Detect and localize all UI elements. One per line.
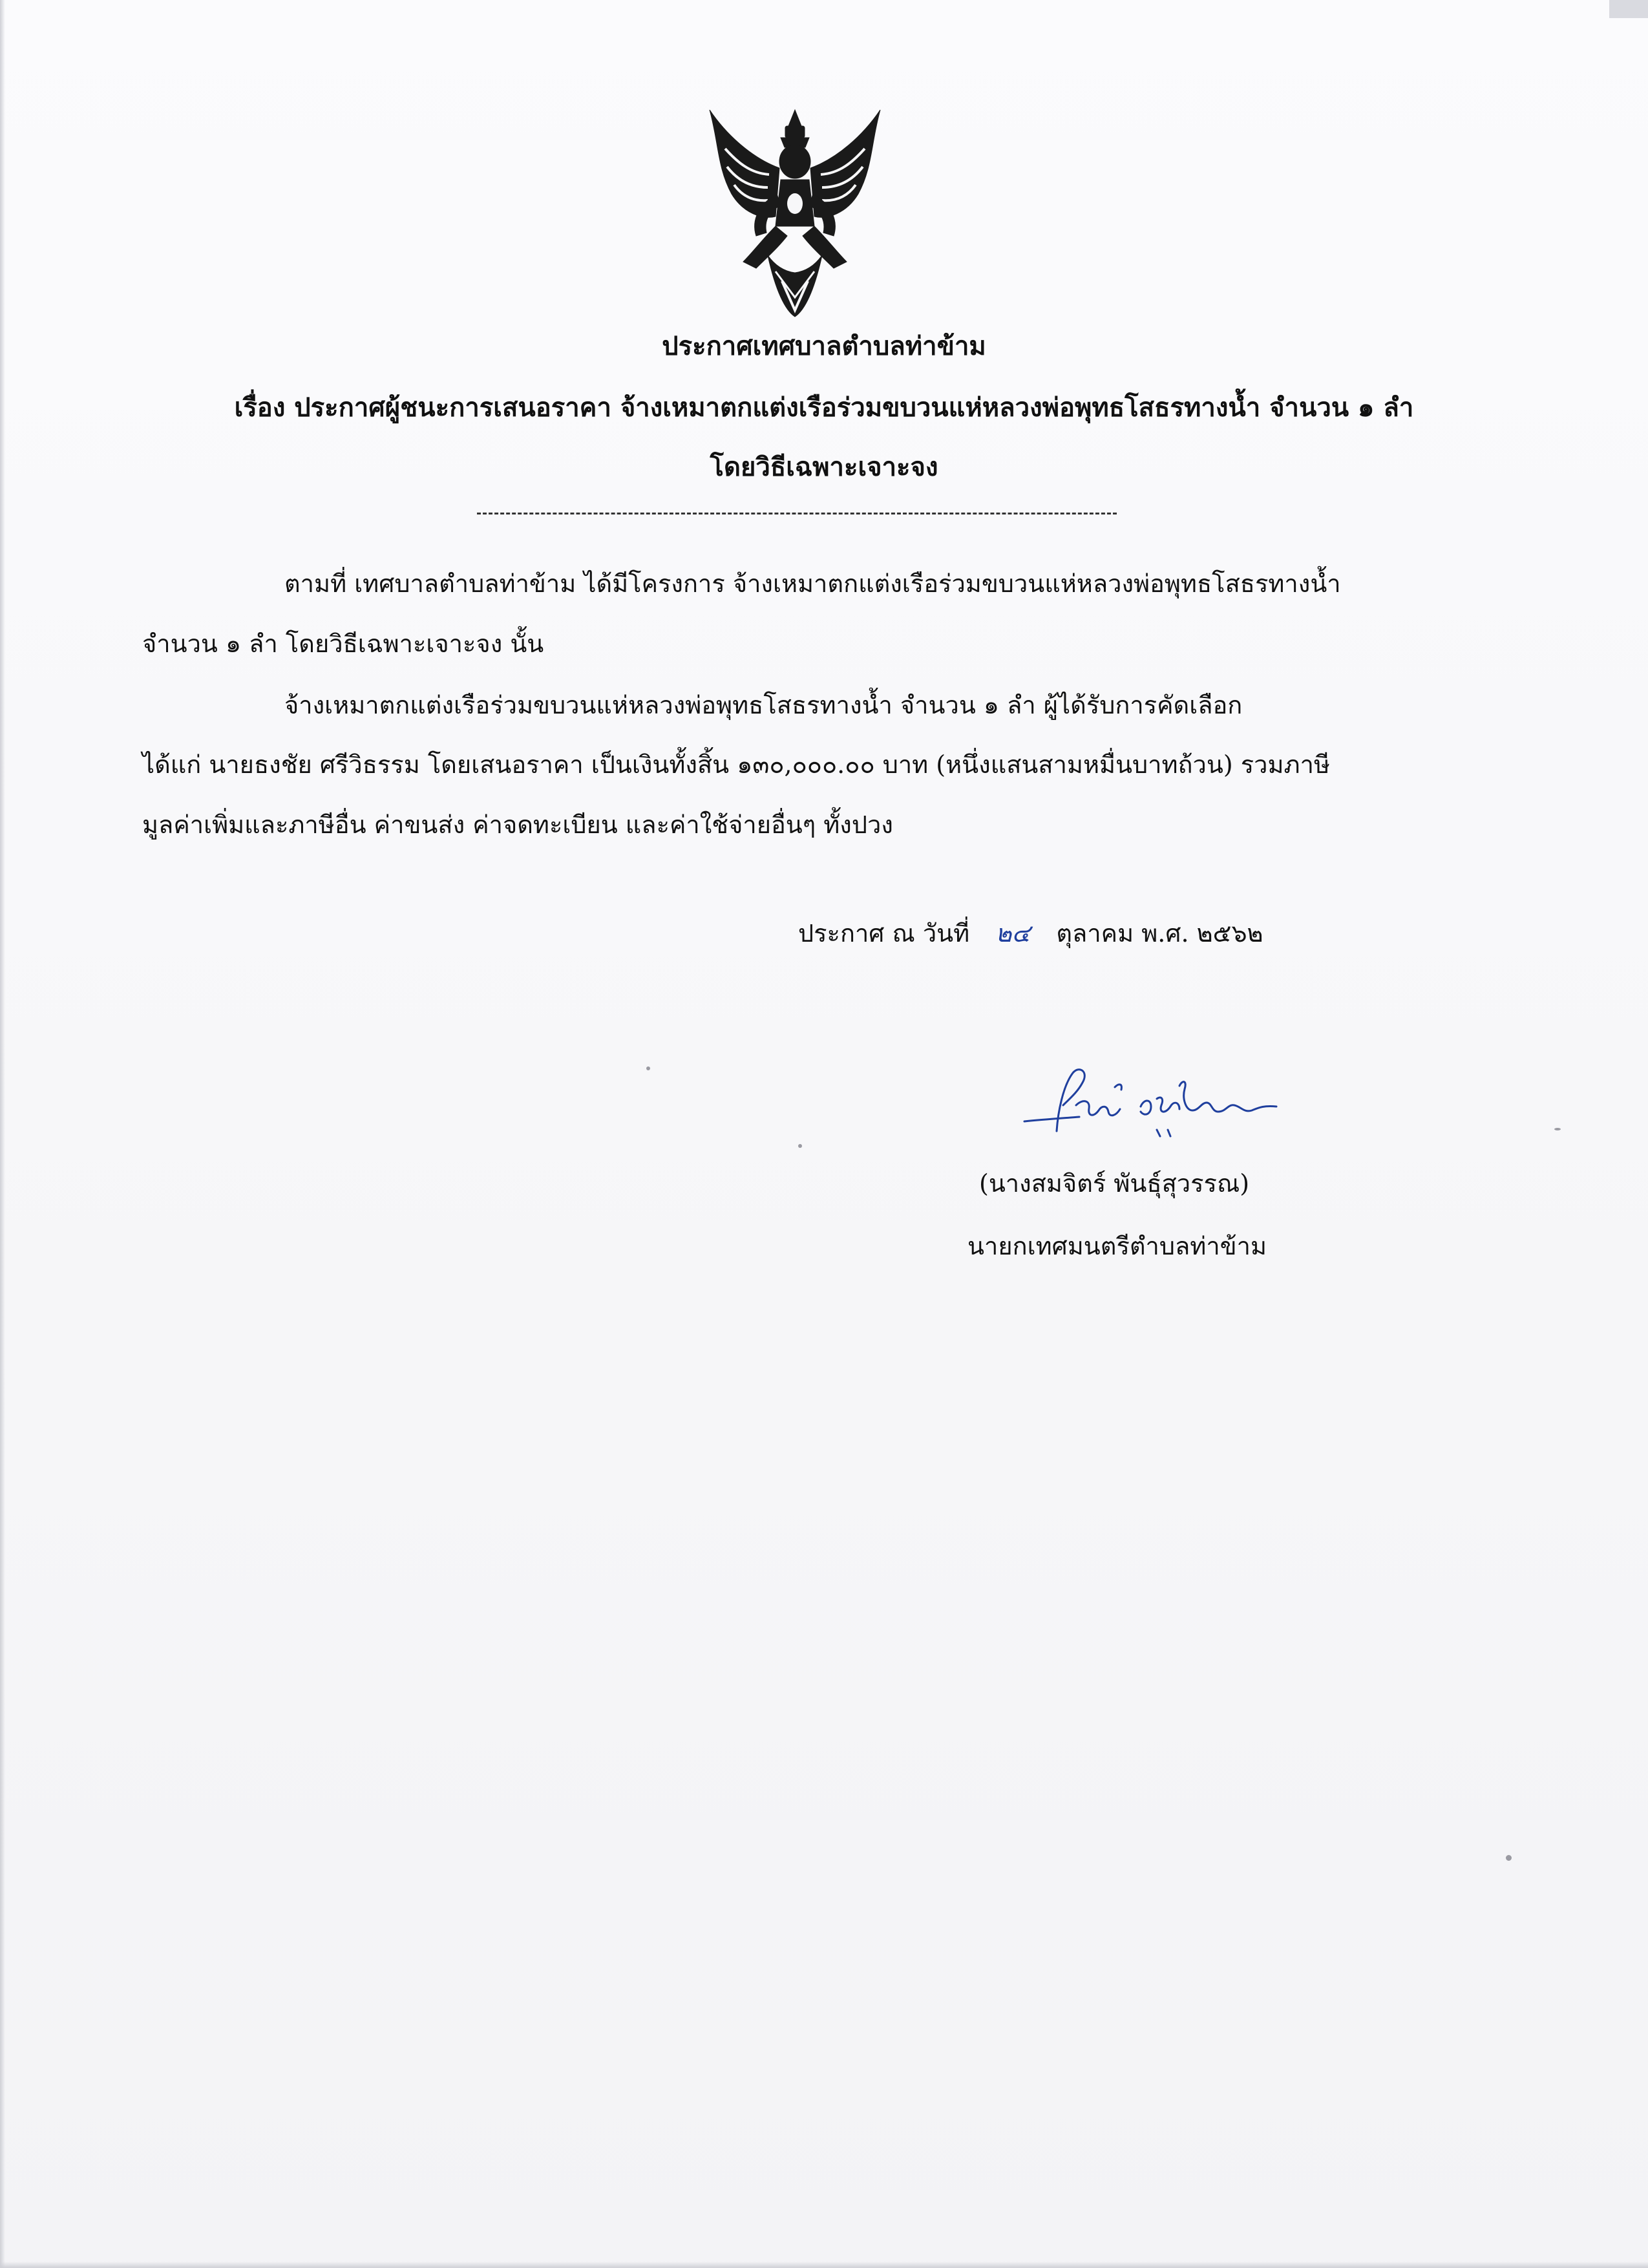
garuda-emblem-icon [692, 97, 898, 323]
dashed-divider [477, 513, 1117, 514]
scan-speck [798, 1144, 802, 1148]
announcement-month-year: ตุลาคม พ.ศ. ๒๕๖๒ [1056, 919, 1263, 948]
document-subject-method: โดยวิธีเฉพาะเจาะจง [710, 452, 938, 482]
document-title: ประกาศเทศบาลตำบลท่าข้าม [662, 331, 986, 361]
document-subject: เรื่อง ประกาศผู้ชนะการเสนอราคา จ้างเหมาตกแต่งเรือร่วมขบวนแห่หลวงพ่อพุทธโสธรทางน้ำ จำนวน ๑ ลำ [234, 392, 1414, 423]
announcement-date [798, 913, 1263, 953]
scan-speck [646, 1066, 650, 1070]
scan-speck [1506, 1855, 1512, 1861]
scan-edge-bottom [0, 2262, 1648, 2268]
paragraph-2-line-3: มูลค่าเพิ่มและภาษีอื่น ค่าขนส่ง ค่าจดทะเบียน และค่าใช้จ่ายอื่นๆ ทั้งปวง [142, 811, 893, 839]
scan-edge-top-right [1609, 0, 1648, 18]
announcement-prefix: ประกาศ ณ วันที่ [798, 919, 970, 948]
paragraph-2-line-2: ได้แก่ นายธงชัย ศรีวิธรรม โดยเสนอราคา เป็นเงินทั้งสิ้น ๑๓๐,๐๐๐.๐๐ บาท (หนึ่งแสนสามหมื่นบาทถ้วน) รวมภาษี [142, 750, 1330, 779]
scan-speck [1554, 1128, 1561, 1130]
paragraph-1-line-1: ตามที่ เทศบาลตำบลท่าข้าม ได้มีโครงการ จ้างเหมาตกแต่งเรือร่วมขบวนแห่หลวงพ่อพุทธโสธรทางน้ำ [284, 569, 1341, 598]
handwritten-signature [1018, 1060, 1289, 1144]
signatory-name: (นางสมจิตร์ พันธุ์สุวรรณ) [979, 1169, 1250, 1198]
paragraph-2-line-1: จ้างเหมาตกแต่งเรือร่วมขบวนแห่หลวงพ่อพุทธโสธรทางน้ำ จำนวน ๑ ลำ ผู้ได้รับการคัดเลือก [284, 691, 1243, 719]
paragraph-1-line-2: จำนวน ๑ ลำ โดยวิธีเฉพาะเจาะจง นั้น [142, 630, 544, 658]
signatory-position: นายกเทศมนตรีตำบลท่าข้าม [967, 1232, 1267, 1260]
announcement-day: ๒๔ [995, 919, 1031, 948]
